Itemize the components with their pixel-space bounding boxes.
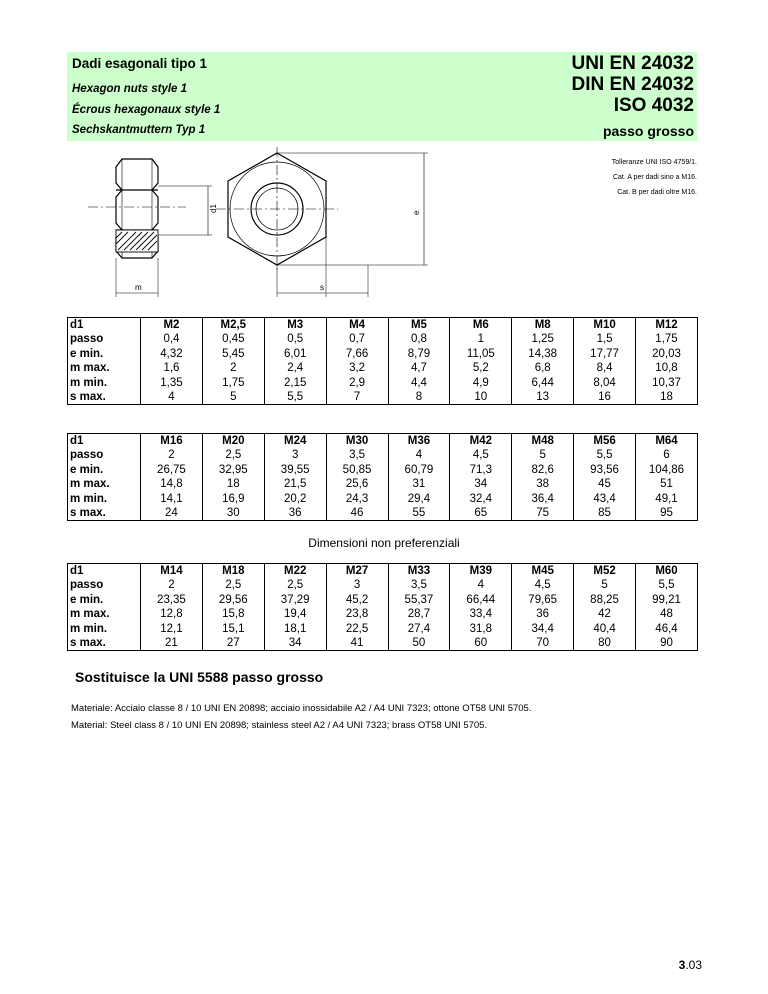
value-cell: 39,55 bbox=[264, 463, 326, 477]
row-label: d1 bbox=[68, 434, 141, 449]
standard-din: DIN EN 24032 bbox=[571, 74, 694, 95]
size-header-cell: M27 bbox=[326, 564, 388, 579]
value-cell: 21,5 bbox=[264, 477, 326, 491]
tolerance-note: Tolleranze UNI ISO 4759/1. bbox=[611, 159, 697, 166]
value-cell: 42 bbox=[574, 607, 636, 621]
value-cell: 46 bbox=[326, 506, 388, 521]
value-cell: 7 bbox=[326, 390, 388, 405]
value-cell: 49,1 bbox=[636, 492, 698, 506]
value-cell: 4,5 bbox=[512, 578, 574, 592]
table-row bbox=[68, 506, 698, 521]
thread-type: passo grosso bbox=[602, 123, 694, 139]
value-cell: 55,37 bbox=[388, 593, 450, 607]
value-cell: 2,15 bbox=[264, 376, 326, 390]
row-label: m min. bbox=[68, 492, 141, 506]
size-header-cell: M18 bbox=[202, 564, 264, 579]
size-header-cell: M2 bbox=[141, 318, 203, 333]
value-cell: 51 bbox=[636, 477, 698, 491]
non-preferred-heading: Dimensioni non preferenziali bbox=[308, 536, 460, 550]
table-row bbox=[68, 390, 698, 405]
value-cell: 6,8 bbox=[512, 361, 574, 375]
value-cell: 85 bbox=[574, 506, 636, 521]
title-english: Hexagon nuts style 1 bbox=[72, 83, 188, 95]
value-cell: 95 bbox=[636, 506, 698, 521]
value-cell: 33,4 bbox=[450, 607, 512, 621]
value-cell: 7,66 bbox=[326, 347, 388, 361]
value-cell: 13 bbox=[512, 390, 574, 405]
row-label: d1 bbox=[68, 318, 141, 333]
value-cell: 16 bbox=[574, 390, 636, 405]
value-cell: 5,5 bbox=[574, 448, 636, 462]
row-label: d1 bbox=[68, 564, 141, 579]
size-header-cell: M24 bbox=[264, 434, 326, 449]
value-cell: 37,29 bbox=[264, 593, 326, 607]
value-cell: 1,75 bbox=[202, 376, 264, 390]
value-cell: 80 bbox=[574, 636, 636, 651]
value-cell: 18,1 bbox=[264, 622, 326, 636]
size-header-cell: M33 bbox=[388, 564, 450, 579]
value-cell: 27 bbox=[202, 636, 264, 651]
value-cell: 32,95 bbox=[202, 463, 264, 477]
size-header-cell: M6 bbox=[450, 318, 512, 333]
value-cell: 5,45 bbox=[202, 347, 264, 361]
value-cell: 3,2 bbox=[326, 361, 388, 375]
table-row bbox=[68, 318, 698, 333]
size-header-cell: M5 bbox=[388, 318, 450, 333]
value-cell: 28,7 bbox=[388, 607, 450, 621]
standard-iso: ISO 4032 bbox=[613, 95, 694, 116]
value-cell: 5 bbox=[512, 448, 574, 462]
value-cell: 21 bbox=[141, 636, 203, 651]
value-cell: 5 bbox=[574, 578, 636, 592]
value-cell: 19,4 bbox=[264, 607, 326, 621]
value-cell: 32,4 bbox=[450, 492, 512, 506]
value-cell: 17,77 bbox=[574, 347, 636, 361]
value-cell: 36 bbox=[264, 506, 326, 521]
value-cell: 1 bbox=[450, 332, 512, 346]
value-cell: 12,8 bbox=[141, 607, 203, 621]
size-header-cell: M48 bbox=[512, 434, 574, 449]
table-row bbox=[68, 347, 698, 361]
value-cell: 23,8 bbox=[326, 607, 388, 621]
value-cell: 3 bbox=[264, 448, 326, 462]
label-s: s bbox=[320, 283, 324, 292]
value-cell: 2 bbox=[141, 448, 203, 462]
row-label: e min. bbox=[68, 347, 141, 361]
title-block bbox=[67, 52, 697, 141]
size-header-cell: M60 bbox=[636, 564, 698, 579]
title-french: Écrous hexagonaux style 1 bbox=[72, 104, 221, 116]
size-header-cell: M30 bbox=[326, 434, 388, 449]
value-cell: 45,2 bbox=[326, 593, 388, 607]
label-m: m bbox=[135, 283, 142, 292]
value-cell: 26,75 bbox=[141, 463, 203, 477]
row-label: m min. bbox=[68, 622, 141, 636]
value-cell: 5,5 bbox=[264, 390, 326, 405]
value-cell: 2,9 bbox=[326, 376, 388, 390]
row-label: passo bbox=[68, 332, 141, 346]
value-cell: 0,4 bbox=[141, 332, 203, 346]
value-cell: 71,3 bbox=[450, 463, 512, 477]
value-cell: 50 bbox=[388, 636, 450, 651]
value-cell: 24,3 bbox=[326, 492, 388, 506]
dimensions-table-preferred-small bbox=[67, 317, 698, 405]
value-cell: 45 bbox=[574, 477, 636, 491]
value-cell: 93,56 bbox=[574, 463, 636, 477]
value-cell: 2 bbox=[141, 578, 203, 592]
table-row bbox=[68, 477, 698, 491]
value-cell: 41 bbox=[326, 636, 388, 651]
value-cell: 20,2 bbox=[264, 492, 326, 506]
value-cell: 1,5 bbox=[574, 332, 636, 346]
row-label: passo bbox=[68, 578, 141, 592]
size-header-cell: M42 bbox=[450, 434, 512, 449]
value-cell: 14,1 bbox=[141, 492, 203, 506]
title-italian: Dadi esagonali tipo 1 bbox=[72, 56, 208, 71]
size-header-cell: M52 bbox=[574, 564, 636, 579]
value-cell: 0,45 bbox=[202, 332, 264, 346]
value-cell: 22,5 bbox=[326, 622, 388, 636]
value-cell: 0,5 bbox=[264, 332, 326, 346]
value-cell: 43,4 bbox=[574, 492, 636, 506]
value-cell: 8 bbox=[388, 390, 450, 405]
value-cell: 10,37 bbox=[636, 376, 698, 390]
value-cell: 79,65 bbox=[512, 593, 574, 607]
dimensions-table-preferred-large bbox=[67, 433, 698, 521]
table-row bbox=[68, 607, 698, 621]
table-row bbox=[68, 434, 698, 449]
size-header-cell: M45 bbox=[512, 564, 574, 579]
row-label: m max. bbox=[68, 607, 141, 621]
nut-technical-drawing bbox=[66, 145, 466, 305]
row-label: s max. bbox=[68, 390, 141, 405]
value-cell: 1,35 bbox=[141, 376, 203, 390]
size-header-cell: M8 bbox=[512, 318, 574, 333]
nut-section-hatch bbox=[116, 230, 158, 252]
value-cell: 1,75 bbox=[636, 332, 698, 346]
size-header-cell: M14 bbox=[141, 564, 203, 579]
size-header-cell: M16 bbox=[141, 434, 203, 449]
value-cell: 5,5 bbox=[636, 578, 698, 592]
value-cell: 60 bbox=[450, 636, 512, 651]
table-row bbox=[68, 636, 698, 651]
value-cell: 50,85 bbox=[326, 463, 388, 477]
value-cell: 3,5 bbox=[388, 578, 450, 592]
size-header-cell: M22 bbox=[264, 564, 326, 579]
value-cell: 104,86 bbox=[636, 463, 698, 477]
value-cell: 40,4 bbox=[574, 622, 636, 636]
value-cell: 20,03 bbox=[636, 347, 698, 361]
value-cell: 90 bbox=[636, 636, 698, 651]
value-cell: 3,5 bbox=[326, 448, 388, 462]
value-cell: 14,38 bbox=[512, 347, 574, 361]
value-cell: 2 bbox=[202, 361, 264, 375]
value-cell: 34 bbox=[450, 477, 512, 491]
row-label: m max. bbox=[68, 361, 141, 375]
value-cell: 88,25 bbox=[574, 593, 636, 607]
value-cell: 34 bbox=[264, 636, 326, 651]
value-cell: 10,8 bbox=[636, 361, 698, 375]
value-cell: 36,4 bbox=[512, 492, 574, 506]
value-cell: 2,5 bbox=[264, 578, 326, 592]
material-english: Material: Steel class 8 / 10 UNI EN 20898; stainless steel A2 / A4 UNI 7323; brass OT58 UNI 5705. bbox=[71, 720, 488, 731]
value-cell: 4 bbox=[450, 578, 512, 592]
size-header-cell: M3 bbox=[264, 318, 326, 333]
row-label: e min. bbox=[68, 463, 141, 477]
value-cell: 65 bbox=[450, 506, 512, 521]
value-cell: 16,9 bbox=[202, 492, 264, 506]
value-cell: 18 bbox=[636, 390, 698, 405]
value-cell: 23,35 bbox=[141, 593, 203, 607]
value-cell: 0,8 bbox=[388, 332, 450, 346]
row-label: s max. bbox=[68, 636, 141, 651]
value-cell: 18 bbox=[202, 477, 264, 491]
size-header-cell: M2,5 bbox=[202, 318, 264, 333]
value-cell: 25,6 bbox=[326, 477, 388, 491]
value-cell: 30 bbox=[202, 506, 264, 521]
value-cell: 8,4 bbox=[574, 361, 636, 375]
table-row bbox=[68, 564, 698, 579]
value-cell: 38 bbox=[512, 477, 574, 491]
standard-uni: UNI EN 24032 bbox=[571, 53, 694, 74]
value-cell: 3 bbox=[326, 578, 388, 592]
value-cell: 55 bbox=[388, 506, 450, 521]
table-row bbox=[68, 593, 698, 607]
value-cell: 4,4 bbox=[388, 376, 450, 390]
value-cell: 12,1 bbox=[141, 622, 203, 636]
material-italian: Materiale: Acciaio classe 8 / 10 UNI EN 20898; acciaio inossidabile A2 / A4 UNI 7323; ottone OT58 UNI 5705. bbox=[71, 703, 532, 714]
value-cell: 4 bbox=[388, 448, 450, 462]
label-d1: d1 bbox=[209, 204, 218, 213]
label-e: e bbox=[412, 210, 421, 215]
page-number-page: .03 bbox=[685, 958, 702, 972]
value-cell: 31 bbox=[388, 477, 450, 491]
value-cell: 70 bbox=[512, 636, 574, 651]
value-cell: 29,56 bbox=[202, 593, 264, 607]
value-cell: 1,6 bbox=[141, 361, 203, 375]
value-cell: 66,44 bbox=[450, 593, 512, 607]
value-cell: 29,4 bbox=[388, 492, 450, 506]
page-number bbox=[679, 958, 702, 972]
value-cell: 11,05 bbox=[450, 347, 512, 361]
value-cell: 14,8 bbox=[141, 477, 203, 491]
value-cell: 48 bbox=[636, 607, 698, 621]
value-cell: 8,79 bbox=[388, 347, 450, 361]
row-label: s max. bbox=[68, 506, 141, 521]
value-cell: 4,9 bbox=[450, 376, 512, 390]
table-row bbox=[68, 376, 698, 390]
title-german: Sechskantmuttern Typ 1 bbox=[72, 124, 206, 136]
replaces-standard: Sostituisce la UNI 5588 passo grosso bbox=[75, 669, 324, 685]
value-cell: 15,1 bbox=[202, 622, 264, 636]
value-cell: 24 bbox=[141, 506, 203, 521]
value-cell: 34,4 bbox=[512, 622, 574, 636]
value-cell: 15,8 bbox=[202, 607, 264, 621]
value-cell: 82,6 bbox=[512, 463, 574, 477]
size-header-cell: M36 bbox=[388, 434, 450, 449]
value-cell: 4,32 bbox=[141, 347, 203, 361]
value-cell: 2,5 bbox=[202, 578, 264, 592]
value-cell: 10 bbox=[450, 390, 512, 405]
table-row bbox=[68, 361, 698, 375]
value-cell: 4,5 bbox=[450, 448, 512, 462]
value-cell: 6,44 bbox=[512, 376, 574, 390]
size-header-cell: M56 bbox=[574, 434, 636, 449]
value-cell: 99,21 bbox=[636, 593, 698, 607]
value-cell: 36 bbox=[512, 607, 574, 621]
value-cell: 46,4 bbox=[636, 622, 698, 636]
table-row bbox=[68, 448, 698, 462]
size-header-cell: M10 bbox=[574, 318, 636, 333]
value-cell: 60,79 bbox=[388, 463, 450, 477]
value-cell: 4,7 bbox=[388, 361, 450, 375]
value-cell: 6 bbox=[636, 448, 698, 462]
value-cell: 0,7 bbox=[326, 332, 388, 346]
row-label: e min. bbox=[68, 593, 141, 607]
category-a-note: Cat. A per dadi sino a M16. bbox=[612, 174, 697, 181]
value-cell: 5 bbox=[202, 390, 264, 405]
table-row bbox=[68, 622, 698, 636]
size-header-cell: M4 bbox=[326, 318, 388, 333]
size-header-cell: M20 bbox=[202, 434, 264, 449]
value-cell: 5,2 bbox=[450, 361, 512, 375]
row-label: m min. bbox=[68, 376, 141, 390]
value-cell: 75 bbox=[512, 506, 574, 521]
value-cell: 1,25 bbox=[512, 332, 574, 346]
value-cell: 2,4 bbox=[264, 361, 326, 375]
category-b-note: Cat. B per dadi oltre M16. bbox=[617, 189, 697, 196]
value-cell: 27,4 bbox=[388, 622, 450, 636]
table-row bbox=[68, 578, 698, 592]
row-label: passo bbox=[68, 448, 141, 462]
value-cell: 2,5 bbox=[202, 448, 264, 462]
size-header-cell: M39 bbox=[450, 564, 512, 579]
row-label: m max. bbox=[68, 477, 141, 491]
value-cell: 31,8 bbox=[450, 622, 512, 636]
table-row bbox=[68, 332, 698, 346]
value-cell: 6,01 bbox=[264, 347, 326, 361]
dimensions-table-non-preferred bbox=[67, 563, 698, 651]
value-cell: 4 bbox=[141, 390, 203, 405]
size-header-cell: M12 bbox=[636, 318, 698, 333]
table-row bbox=[68, 492, 698, 506]
page-number-section: 3 bbox=[678, 958, 686, 972]
value-cell: 8,04 bbox=[574, 376, 636, 390]
table-row bbox=[68, 463, 698, 477]
size-header-cell: M64 bbox=[636, 434, 698, 449]
